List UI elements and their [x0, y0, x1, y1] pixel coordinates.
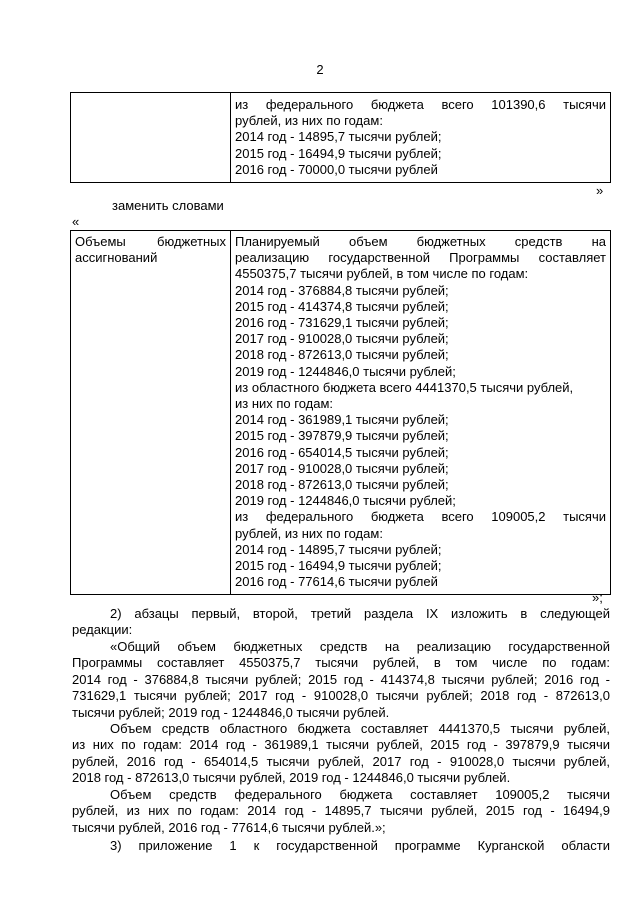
label-line: Объемы бюджетных — [75, 234, 226, 249]
paragraph-line: Объем средств областного бюджета составляет 4441370,5 тысячи рублей, — [110, 721, 610, 736]
paragraph-line: 2) абзацы первый, второй, третий раздела IX изложить в следующей — [110, 606, 610, 621]
table-cell-label — [71, 231, 231, 595]
paragraph-line: рублей, 2016 год - 654014,5 тысячи рублей, 2017 год - 910028,0 тысячи рублей, — [72, 753, 610, 769]
table-line: из них по годам: — [235, 396, 334, 412]
table-line: Планируемый объем бюджетных средств на — [235, 234, 606, 249]
table-row — [71, 231, 611, 595]
replace-with-words: заменить словами — [112, 198, 224, 213]
label-line: ассигнований — [75, 250, 158, 266]
table-cell-funding-text — [231, 93, 611, 183]
paragraph-line: 2014 год - 376884,8 тысячи рублей; 2015 год - 414374,8 тысячи рублей; 2016 год - — [72, 671, 610, 687]
table-row — [71, 93, 611, 183]
opening-quote-mark: « — [72, 214, 80, 229]
table-line: из федерального бюджета всего 101390,6 тысячи — [235, 97, 606, 112]
page-number: 2 — [316, 62, 324, 77]
table-line: 2017 год - 910028,0 тысячи рублей; — [235, 331, 449, 347]
quoted-total-budget-paragraph — [72, 639, 610, 721]
closing-quote-mark: »; — [592, 590, 603, 605]
table-line: 2016 год - 654014,5 тысячи рублей; — [235, 444, 449, 460]
paragraph-line: редакции: — [72, 622, 133, 638]
paragraph-line: 731629,1 тысячи рублей; 2017 год - 910028,0 тысячи рублей; 2018 год - 872613,0 — [72, 688, 610, 704]
table-line: 2014 год - 14895,7 тысячи рублей; — [235, 541, 442, 557]
paragraph-line: рублей, из них по годам: 2014 год - 14895,7 тысячи рублей, 2015 год - 16494,9 — [72, 803, 610, 819]
table-line: 2016 год - 70000,0 тысячи рублей — [235, 161, 438, 177]
table-line: 2019 год - 1244846,0 тысячи рублей; — [235, 363, 456, 379]
table-line: 2015 год - 16494,9 тысячи рублей; — [235, 558, 442, 574]
table-line: реализацию государственной Программы составляет — [235, 250, 606, 266]
amendment-paragraph-3 — [72, 838, 610, 854]
table-line: 2016 год - 731629,1 тысячи рублей; — [235, 315, 449, 331]
regional-budget-paragraph — [72, 721, 610, 787]
table-line: рублей, из них по годам: — [235, 113, 383, 129]
paragraph-line: тысячи рублей, 2016 год - 77614,6 тысячи рублей.»; — [72, 819, 386, 835]
table-line: 2017 год - 910028,0 тысячи рублей; — [235, 460, 449, 476]
table-line: 2014 год - 376884,8 тысячи рублей; — [235, 282, 449, 298]
paragraph-line: тысячи рублей; 2019 год - 1244846,0 тысячи рублей. — [72, 704, 390, 720]
paragraph-line: Объем средств федерального бюджета составляет 109005,2 тысячи — [110, 787, 610, 802]
table-line: из областного бюджета всего 4441370,5 тысячи рублей, — [235, 379, 574, 395]
table-cell-funding-text — [231, 231, 611, 595]
table-previous-wording — [70, 92, 611, 183]
paragraph-line: 3) приложение 1 к государственной программе Курганской области — [110, 838, 610, 853]
paragraph-line: 2018 год - 872613,0 тысячи рублей, 2019 год - 1244846,0 тысячи рублей. — [72, 770, 511, 786]
table-line: 2019 год - 1244846,0 тысячи рублей; — [235, 493, 456, 509]
table-line: 2015 год - 414374,8 тысячи рублей; — [235, 298, 449, 314]
table-line: 2014 год - 14895,7 тысячи рублей; — [235, 129, 442, 145]
table-line: 2018 год - 872613,0 тысячи рублей; — [235, 347, 449, 363]
table-new-wording — [70, 230, 611, 595]
closing-quote-mark: » — [596, 183, 604, 198]
amendment-paragraph-2 — [72, 606, 610, 639]
paragraph-line: «Общий объем бюджетных средств на реализацию государственной — [110, 639, 610, 654]
table-line: рублей, из них по годам: — [235, 525, 383, 541]
federal-budget-paragraph — [72, 787, 610, 836]
table-cell-empty — [71, 93, 231, 183]
table-line: 2016 год - 77614,6 тысячи рублей — [235, 574, 438, 590]
table-line: 4550375,7 тысячи рублей, в том числе по годам: — [235, 266, 529, 282]
paragraph-line: Программы составляет 4550375,7 тысячи рублей, в том числе по годам: — [72, 655, 610, 671]
table-line: из федерального бюджета всего 109005,2 тысячи — [235, 509, 606, 525]
table-line: 2015 год - 397879,9 тысячи рублей; — [235, 428, 449, 444]
table-line: 2014 год - 361989,1 тысячи рублей; — [235, 412, 449, 428]
table-line: 2015 год - 16494,9 тысячи рублей; — [235, 145, 442, 161]
paragraph-line: из них по годам: 2014 год - 361989,1 тысячи рублей, 2015 год - 397879,9 тысячи — [72, 737, 610, 753]
table-line: 2018 год - 872613,0 тысячи рублей; — [235, 477, 449, 493]
